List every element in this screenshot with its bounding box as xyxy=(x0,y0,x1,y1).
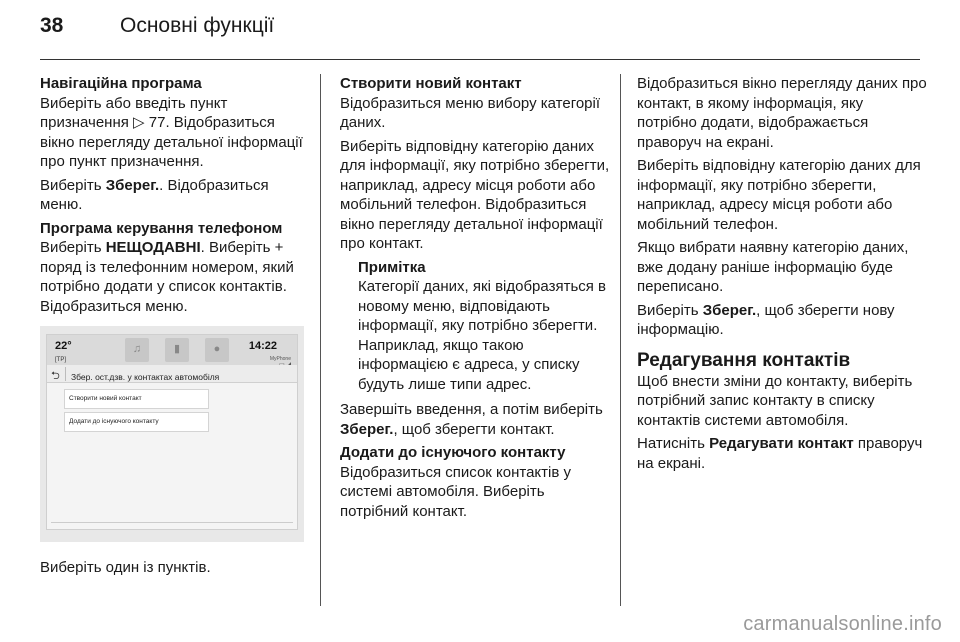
new-contact-p1: Відобразиться меню вибору категорії даних. xyxy=(340,94,601,131)
info-icon[interactable]: ● xyxy=(205,338,229,362)
column-divider-2 xyxy=(620,74,621,606)
column-2 xyxy=(340,74,612,525)
screen-title: Збер. ост.дзв. у контактах автомобіля xyxy=(71,372,220,382)
nav-paragraph-2: Виберіть Зберег.. Відобразиться меню. xyxy=(40,176,269,213)
col3-p1: Відобразиться вікно перегляду даних про контакт, в якому інформація, яку потрібно додати, відображається праворуч на екрані. xyxy=(637,75,927,151)
note-block xyxy=(358,258,612,395)
column-divider-1 xyxy=(320,74,321,606)
col3-p3: Якщо вибрати наявну категорію даних, вже додану раніше інформацію буде переписано. xyxy=(637,239,909,295)
add-existing-paragraph: Відобразиться список контактів у системі автомобіля. Виберіть потрібний контакт. xyxy=(340,463,571,520)
screen-frame xyxy=(46,334,298,530)
page-header xyxy=(40,14,274,50)
column-1 xyxy=(40,74,310,582)
infotainment-screenshot xyxy=(40,326,304,542)
edit-p1: Щоб внести зміни до контакту, виберіть потрібний запис контакту в списку контактів системи автомобіля. xyxy=(637,372,913,429)
column-3 xyxy=(637,74,927,477)
status-bar xyxy=(47,335,297,365)
nav-paragraph-1: Виберіть або введіть пункт призначення ▷ 77. Відобразиться вікно перегляду детальної інформації про пункт призначення. xyxy=(40,94,303,170)
finish-paragraph: Завершіть введення, а потім виберіть Зберег., щоб зберегти контакт. xyxy=(340,401,603,438)
menu-item-add-existing[interactable]: Додати до існуючого контакту xyxy=(64,412,209,432)
edit-p2: Натисніть Редагувати контакт праворуч на екрані. xyxy=(637,435,923,472)
page-number: 38 xyxy=(40,14,64,37)
menu-item-new-contact[interactable]: Створити новий контакт xyxy=(64,389,209,409)
new-contact-p2: Виберіть відповідну категорію даних для інформації, яку потрібно зберегти, наприклад, адресу місця роботи або мобільний телефон. Відобразиться вікно перегляду детальної інформації про контакт. xyxy=(340,137,610,252)
note-text: Категорії даних, які відобразяться в новому меню, відповідають інформації, яку потрібно зберегти. Наприклад, якщо такою інформацією є адреса, у списку будуть лише типи адрес. xyxy=(358,278,607,393)
page-title: Основні функції xyxy=(120,14,275,37)
edit-contacts-heading: Редагування контактів xyxy=(637,349,851,371)
device-name: MyPhone xyxy=(269,356,291,362)
watermark: carmanualsonline.info xyxy=(743,613,942,635)
back-icon[interactable]: ⮌ xyxy=(51,370,60,382)
header-rule xyxy=(40,59,920,60)
plus-icon: + xyxy=(274,239,284,256)
select-option-text: Виберіть один із пунктів. xyxy=(40,559,211,576)
temperature: 22° xyxy=(55,340,72,352)
note-heading: Примітка xyxy=(358,258,426,276)
col3-p4: Виберіть Зберег., щоб зберегти нову інформацію. xyxy=(637,301,895,338)
phone-paragraph: Виберіть НЕЩОДАВНІ. Виберіть + поряд із телефонним номером, який потрібно додати у список контактів. Відобразиться меню. xyxy=(40,239,294,315)
new-contact-heading: Створити новий контакт xyxy=(340,75,522,92)
phone-book-icon[interactable]: ♫ xyxy=(125,338,149,362)
screen-title-bar xyxy=(47,365,297,383)
clock: 14:22 xyxy=(248,340,277,352)
tp-indicator: [TP] xyxy=(55,357,67,363)
back-separator xyxy=(65,367,66,381)
phone-icon[interactable]: ▮ xyxy=(165,338,189,362)
col3-p2: Виберіть відповідну категорію даних для інформації, яку потрібно зберегти, наприклад, адресу місця роботи або мобільний телефон. xyxy=(637,157,921,233)
nav-heading: Навігаційна програма xyxy=(40,75,202,92)
screen-bottom-rule xyxy=(51,522,293,523)
phone-heading: Програма керування телефоном xyxy=(40,219,283,237)
page-ref-icon: ▷ xyxy=(133,114,145,131)
add-existing-heading: Додати до існуючого контакту xyxy=(340,444,566,461)
